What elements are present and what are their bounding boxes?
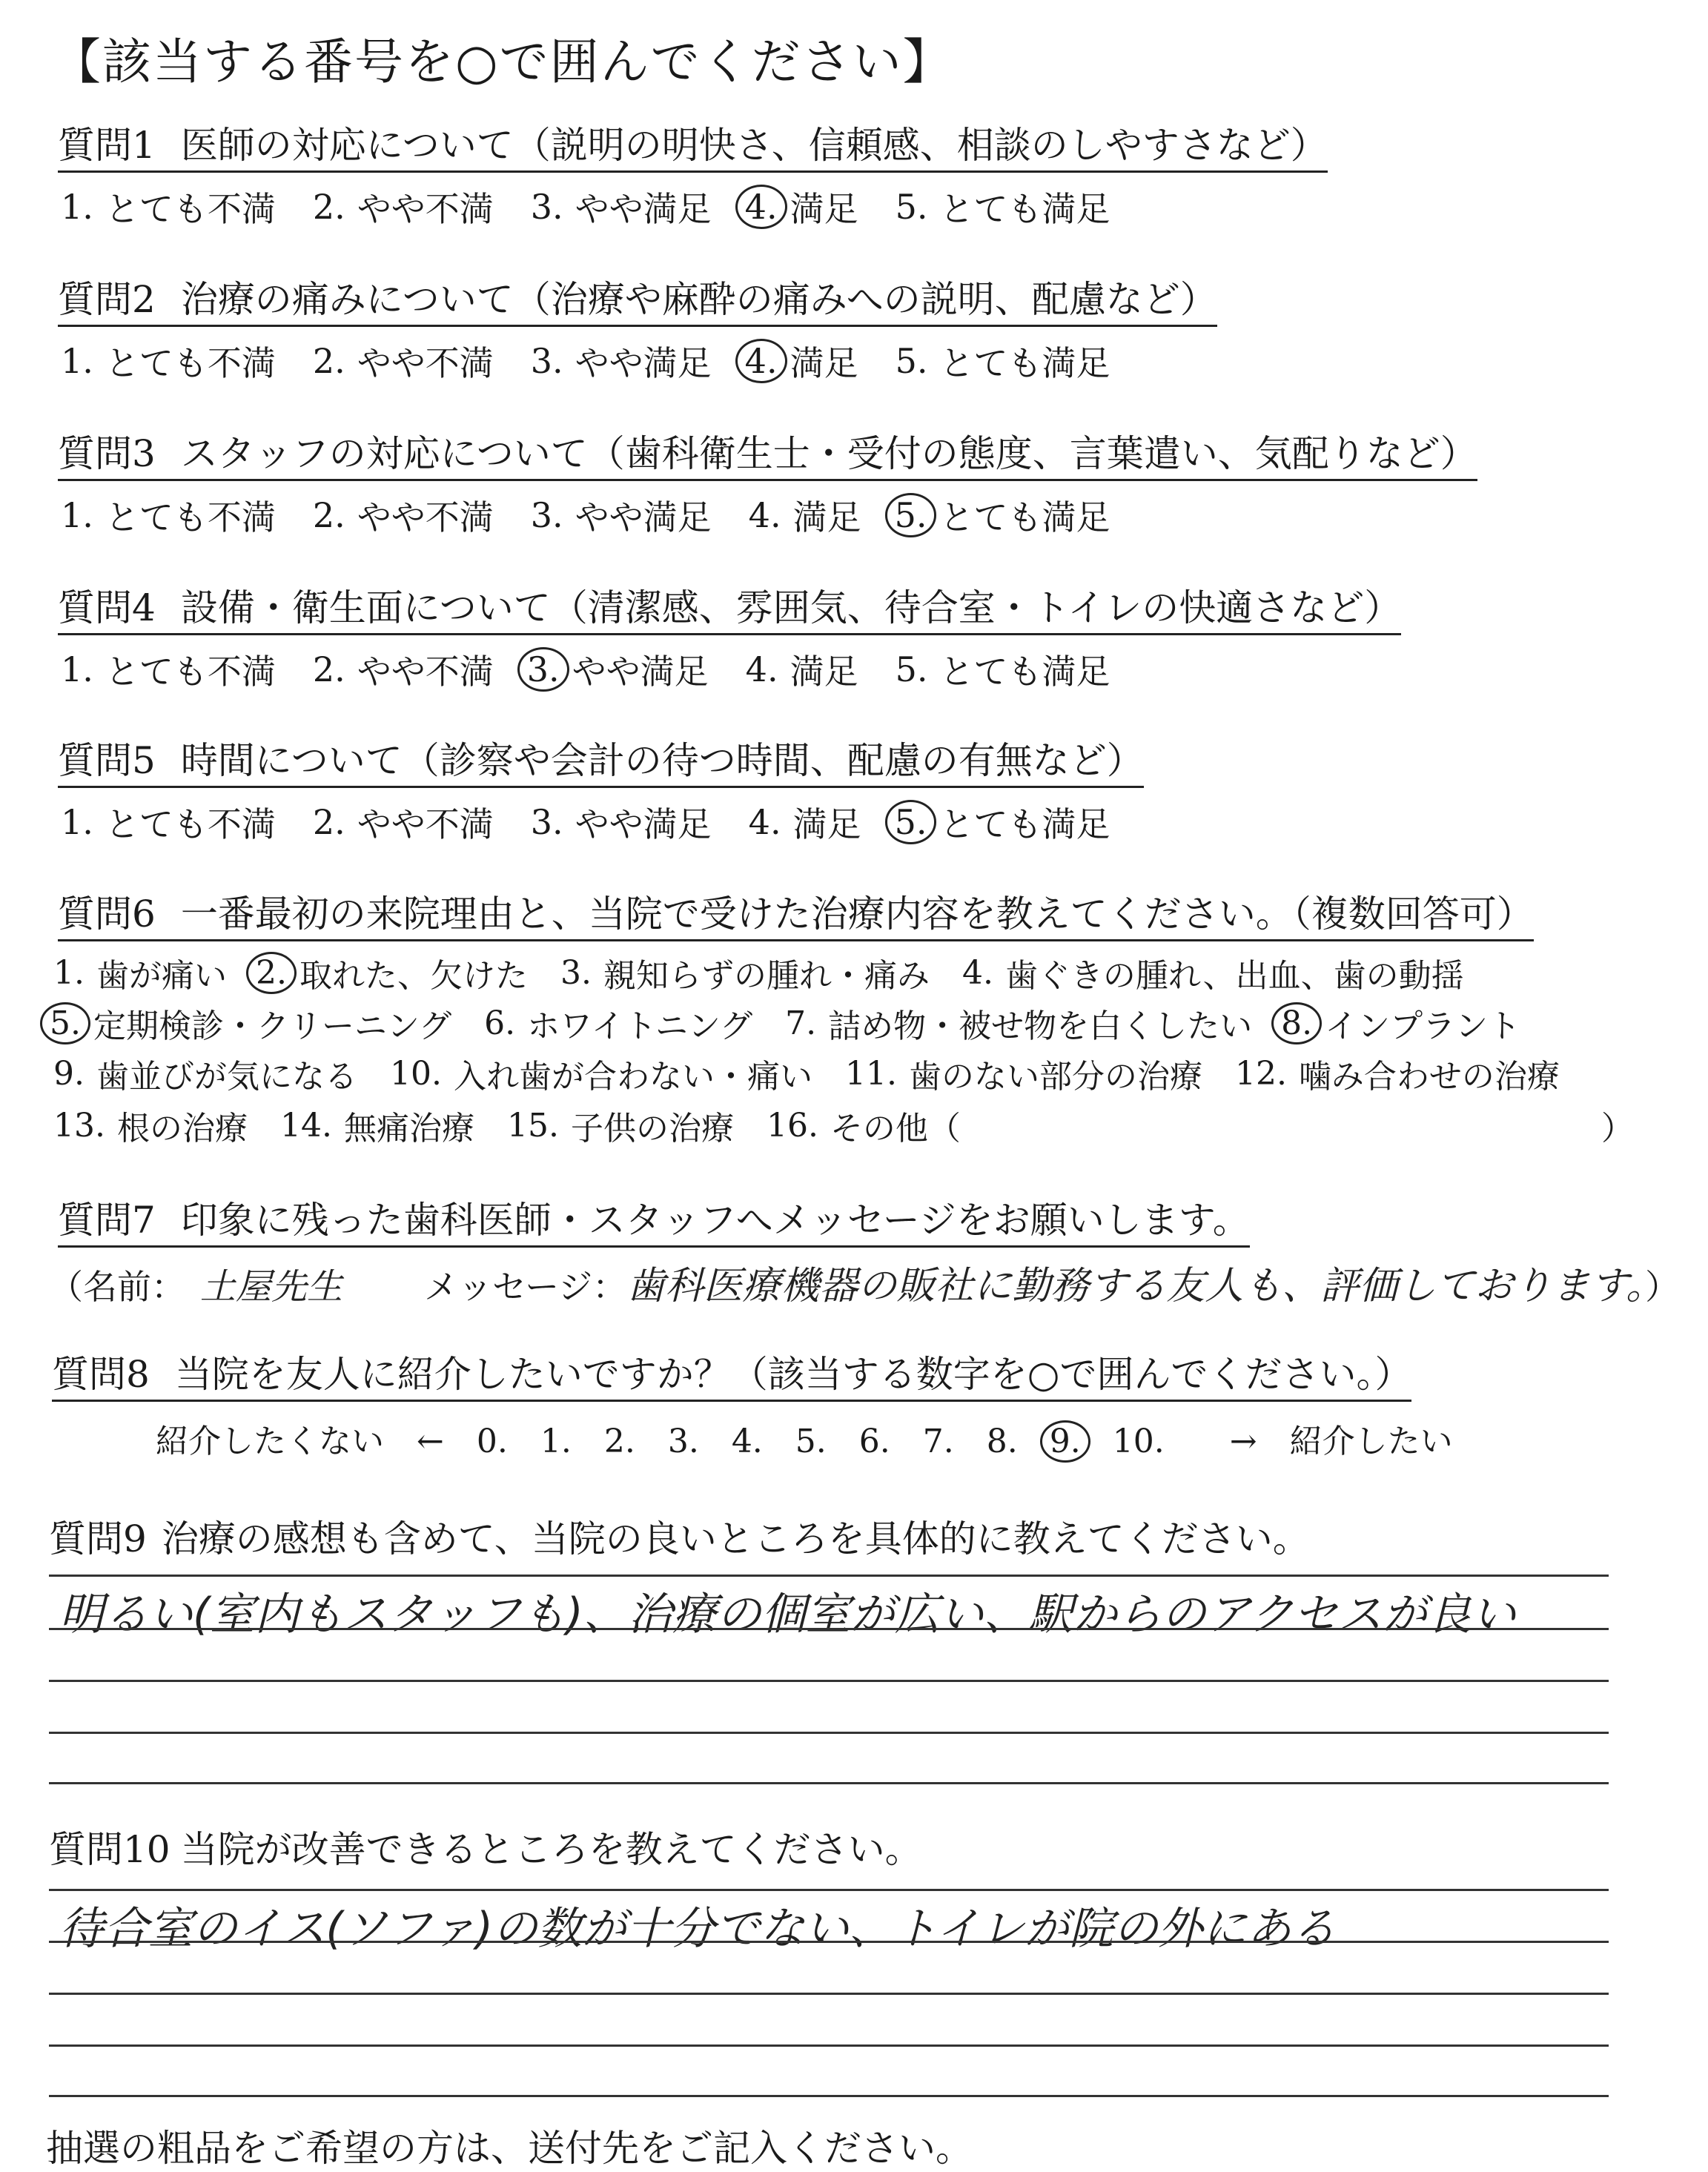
q8-title-text: 当院を友人に紹介したいですか？（該当する数字を○で囲んでください。） [174, 1353, 1412, 1396]
q8-left-label: 紹介したくない [156, 1423, 384, 1460]
q1-number: 質問1 [58, 124, 156, 167]
q10-title [49, 1820, 922, 1873]
q7-name-value: 土屋先生 [200, 1266, 343, 1308]
q2-title [58, 279, 1217, 327]
q10-rule-1 [49, 1889, 1609, 1891]
option-label: やや不満 [357, 189, 494, 229]
option-number: 4. [735, 185, 787, 229]
option-number: 1. [61, 649, 93, 689]
option-number: 2. [246, 952, 297, 994]
option-number: 3. [530, 187, 563, 227]
q6-option[interactable] [1282, 999, 1520, 1047]
option-number: 2. [312, 649, 345, 689]
q10-rule-2 [49, 1941, 1609, 1943]
q3-options [58, 491, 1144, 540]
option-number: 3. [530, 341, 563, 381]
q10-rule-4 [49, 2044, 1609, 2047]
q5-option-2[interactable] [310, 798, 494, 847]
q9-rule-2 [49, 1628, 1609, 1630]
option-number: 6. [484, 1004, 516, 1042]
q8-scale-value[interactable]: 1. [540, 1423, 572, 1460]
option-number: 5. [885, 800, 937, 844]
option-label: 満足 [790, 652, 858, 692]
option-label: インプラント [1325, 1007, 1521, 1045]
q7-message-label: メッセージ： [424, 1267, 627, 1307]
q8-scale-value[interactable]: 3. [667, 1423, 699, 1460]
q5-option-3[interactable] [528, 798, 712, 847]
option-label: 詰め物・被せ物を白くしたい [828, 1007, 1253, 1045]
page-header: 【該当する番号を○で囲んでください】 [52, 33, 953, 90]
q8-scale-value[interactable]: 10. [1112, 1423, 1165, 1460]
option-label: 噛み合わせの治療 [1298, 1058, 1560, 1096]
q5-options [58, 798, 1144, 847]
option-label: とても不満 [105, 652, 276, 692]
q7-title-text: 印象に残った歯科医師・スタッフへメッセージをお願いします。 [180, 1199, 1250, 1242]
option-label: 満足 [790, 189, 858, 229]
q6-option[interactable] [277, 1102, 474, 1149]
option-label: やや満足 [575, 804, 712, 844]
q9-answer: 明るい(室内もスタッフも)、治療の個室が広い、駅からのアクセスが良い [59, 1589, 1517, 1640]
q7-answer-line [49, 1254, 1679, 1310]
option-number: 3. [560, 953, 592, 992]
q2-option-5[interactable] [893, 337, 1110, 385]
q6-row-2 [50, 999, 1550, 1047]
option-number: 4. [735, 339, 787, 383]
q8-scale-value[interactable]: 7. [922, 1423, 954, 1460]
option-label: 無痛治療 [343, 1110, 474, 1148]
q3-number: 質問3 [58, 432, 156, 475]
option-number: 1. [53, 953, 85, 992]
option-label: 取れた、欠けた [299, 957, 528, 995]
option-label: とても満足 [939, 343, 1110, 383]
option-number: 8. [1271, 1002, 1322, 1044]
q6-option[interactable] [256, 949, 528, 996]
q2-option-3[interactable] [528, 337, 712, 385]
q6-option[interactable] [50, 999, 451, 1047]
q6-option[interactable] [557, 949, 930, 996]
option-number: 4. [745, 649, 778, 689]
q6-option[interactable] [1232, 1050, 1560, 1097]
q8-number: 質問8 [52, 1353, 150, 1396]
option-label: 親知らずの腫れ・痛み [603, 957, 930, 995]
option-label: 定期検診・クリーニング [93, 1007, 452, 1045]
q8-scale-value[interactable]: 8. [986, 1423, 1018, 1460]
q5-number: 質問5 [58, 739, 156, 782]
option-number: 5. [885, 493, 937, 537]
q1-options [58, 182, 1144, 231]
option-label: やや不満 [357, 652, 494, 692]
q5-option-4[interactable] [746, 798, 861, 847]
q1-option-1[interactable] [58, 182, 276, 231]
q4-number: 質問4 [58, 586, 156, 629]
option-number: 11. [844, 1054, 897, 1093]
option-number: 1. [61, 187, 93, 227]
q1-option-4[interactable] [746, 182, 858, 231]
q7-name-label: （名前： [49, 1267, 185, 1307]
q6-option[interactable] [959, 949, 1464, 996]
option-label: とても不満 [105, 189, 276, 229]
q1-option-2[interactable] [310, 182, 494, 231]
q4-title-text: 設備・衛生面について（清潔感、雰囲気、待合室・トイレの快適さなど） [180, 586, 1402, 629]
option-number: 5. [40, 1002, 90, 1044]
q2-option-1[interactable] [58, 337, 276, 385]
option-number: 2. [312, 341, 345, 381]
q8-scale-value[interactable]: 5. [795, 1423, 827, 1460]
option-label: その他（ [830, 1110, 961, 1148]
option-number: 5. [895, 341, 928, 381]
q6-option[interactable] [50, 1050, 357, 1097]
option-label: とても満足 [939, 189, 1110, 229]
q2-options [58, 337, 1144, 385]
option-number: 4. [748, 495, 781, 535]
q8-title [52, 1354, 1411, 1402]
q3-option-5[interactable] [896, 491, 1110, 540]
q6-row-1 [50, 949, 1494, 996]
footer-text: 抽選の粗品をご希望の方は、送付先をご記入ください。 [46, 2127, 973, 2170]
option-label: とても満足 [939, 652, 1110, 692]
q9-number: 質問9 [49, 1517, 147, 1560]
option-label: 満足 [790, 343, 858, 383]
option-label: 子供の治療 [570, 1110, 734, 1148]
q9-rule-3 [49, 1680, 1609, 1682]
q3-option-2[interactable] [310, 491, 494, 540]
option-number: 3. [530, 802, 563, 842]
q1-title-text: 医師の対応について（説明の明快さ、信頼感、相談のしやすさなど） [180, 124, 1328, 167]
option-number: 10. [389, 1054, 442, 1093]
option-label: 歯ぐきの腫れ、出血、歯の動揺 [1004, 957, 1464, 995]
q4-title [58, 587, 1401, 635]
option-number: 1. [61, 341, 93, 381]
q5-option-1[interactable] [58, 798, 276, 847]
option-label: 歯並びが気になる [96, 1058, 357, 1096]
option-number: 2. [312, 802, 345, 842]
q6-option[interactable] [387, 1050, 812, 1097]
q8-scale [156, 1414, 1486, 1463]
option-number: 16. [766, 1106, 818, 1145]
q6-option[interactable] [764, 1102, 961, 1149]
q10-answer: 待合室のイス(ソファ)の数が十分でない、トイレが院の外にある [59, 1903, 1337, 1955]
q9-title [49, 1509, 1310, 1563]
option-label: やや不満 [357, 497, 494, 537]
q10-rule-5 [49, 2095, 1609, 2097]
q3-option-3[interactable] [528, 491, 712, 540]
q6-row-4 [50, 1102, 990, 1149]
q8-left-arrow: ← [417, 1423, 444, 1460]
q6-option[interactable] [842, 1050, 1202, 1097]
option-label: とても満足 [939, 497, 1110, 537]
q5-option-5[interactable] [896, 798, 1110, 847]
option-label: 歯が痛い [96, 957, 227, 995]
q1-title [58, 125, 1328, 173]
q6-row-3 [50, 1050, 1589, 1097]
option-number: 13. [53, 1106, 105, 1145]
option-label: やや不満 [357, 343, 494, 383]
option-number: 4. [961, 953, 993, 992]
option-label: ホワイトニング [527, 1007, 753, 1045]
option-number: 9. [53, 1054, 85, 1093]
q8-scale-value[interactable]: 4. [731, 1423, 763, 1460]
option-number: 2. [312, 187, 345, 227]
option-number: 3. [517, 647, 569, 692]
q7-title [58, 1199, 1250, 1248]
option-label: やや満足 [575, 343, 712, 383]
q9-rule-1 [49, 1575, 1609, 1577]
q8-scale-values [477, 1423, 1197, 1460]
option-number: 1. [61, 802, 93, 842]
q2-option-4[interactable] [746, 337, 858, 385]
q3-title [58, 433, 1477, 481]
option-number: 12. [1234, 1054, 1287, 1093]
q8-right-arrow: → [1229, 1423, 1257, 1460]
q7-message-value: 歯科医療機器の販社に勤務する友人も、評価しております。 [626, 1264, 1646, 1308]
q6-option[interactable] [50, 1102, 248, 1149]
option-number: 7. [785, 1004, 817, 1042]
option-label: 満足 [792, 497, 861, 537]
q8-scale-value[interactable]: 2. [603, 1423, 635, 1460]
q7-close-paren: ） [1645, 1267, 1680, 1307]
q5-title-text: 時間について（診察や会計の待つ時間、配慮の有無など） [180, 739, 1144, 782]
q6-number: 質問6 [58, 893, 156, 936]
option-label: とても不満 [105, 343, 276, 383]
q4-options [58, 645, 1144, 694]
q6-option[interactable] [50, 949, 227, 996]
q4-option-2[interactable] [310, 645, 494, 694]
option-number: 15. [506, 1106, 559, 1145]
q9-title-text: 治療の感想も含めて、当院の良いところを具体的に教えてください。 [161, 1517, 1310, 1560]
q3-option-4[interactable] [746, 491, 861, 540]
q10-title-text: 当院が改善できるところを教えてください。 [180, 1828, 922, 1871]
q2-title-text: 治療の痛みについて（治療や麻酔の痛みへの説明、配慮など） [180, 278, 1217, 321]
q8-scale-value[interactable]: 6. [858, 1423, 890, 1460]
q8-scale-value[interactable]: 0. [476, 1423, 508, 1460]
q6-title-text: 一番最初の来院理由と、当院で受けた治療内容を教えてください。（複数回答可） [180, 893, 1534, 936]
q1-option-5[interactable] [893, 182, 1110, 231]
q2-option-2[interactable] [310, 337, 494, 385]
option-number: 14. [279, 1106, 332, 1145]
option-number: 2. [312, 495, 345, 535]
q9-rule-5 [49, 1782, 1609, 1784]
q6-title [58, 893, 1534, 941]
option-label: やや不満 [357, 804, 494, 844]
q3-option-1[interactable] [58, 491, 276, 540]
option-label: 歯のない部分の治療 [908, 1058, 1202, 1096]
q6-option[interactable] [782, 999, 1252, 1047]
option-number: 5. [895, 187, 928, 227]
q8-scale-value[interactable]: 9. [1040, 1420, 1090, 1463]
option-label: 満足 [792, 804, 861, 844]
option-label: 根の治療 [116, 1110, 248, 1148]
q6-option[interactable] [504, 1102, 734, 1149]
option-label: とても不満 [105, 804, 276, 844]
q4-option-1[interactable] [58, 645, 276, 694]
option-label: 入れ歯が合わない・痛い [453, 1058, 812, 1096]
q3-title-text: スタッフの対応について（歯科衛生士・受付の態度、言葉遣い、気配りなど） [180, 432, 1477, 475]
option-label: とても満足 [939, 804, 1110, 844]
option-number: 4. [748, 802, 781, 842]
q10-number: 質問10 [49, 1828, 171, 1871]
q4-option-5[interactable] [893, 645, 1110, 694]
q2-number: 質問2 [58, 278, 156, 321]
option-number: 1. [61, 495, 93, 535]
option-label: やや満足 [572, 652, 709, 692]
option-label: とても不満 [105, 497, 276, 537]
q10-rule-3 [49, 1993, 1609, 1995]
q1-option-3[interactable] [528, 182, 712, 231]
option-number: 5. [895, 649, 928, 689]
option-number: 3. [530, 495, 563, 535]
q7-number: 質問7 [58, 1199, 156, 1242]
option-label: やや満足 [575, 497, 712, 537]
q8-right-label: 紹介したい [1289, 1423, 1453, 1460]
option-label: やや満足 [575, 189, 712, 229]
q5-title [58, 740, 1144, 788]
q4-option-3[interactable] [528, 645, 709, 694]
q9-rule-4 [49, 1732, 1609, 1734]
q4-option-4[interactable] [743, 645, 858, 694]
q6-option[interactable] [481, 999, 752, 1047]
q6-close-paren: ） [1601, 1110, 1634, 1148]
